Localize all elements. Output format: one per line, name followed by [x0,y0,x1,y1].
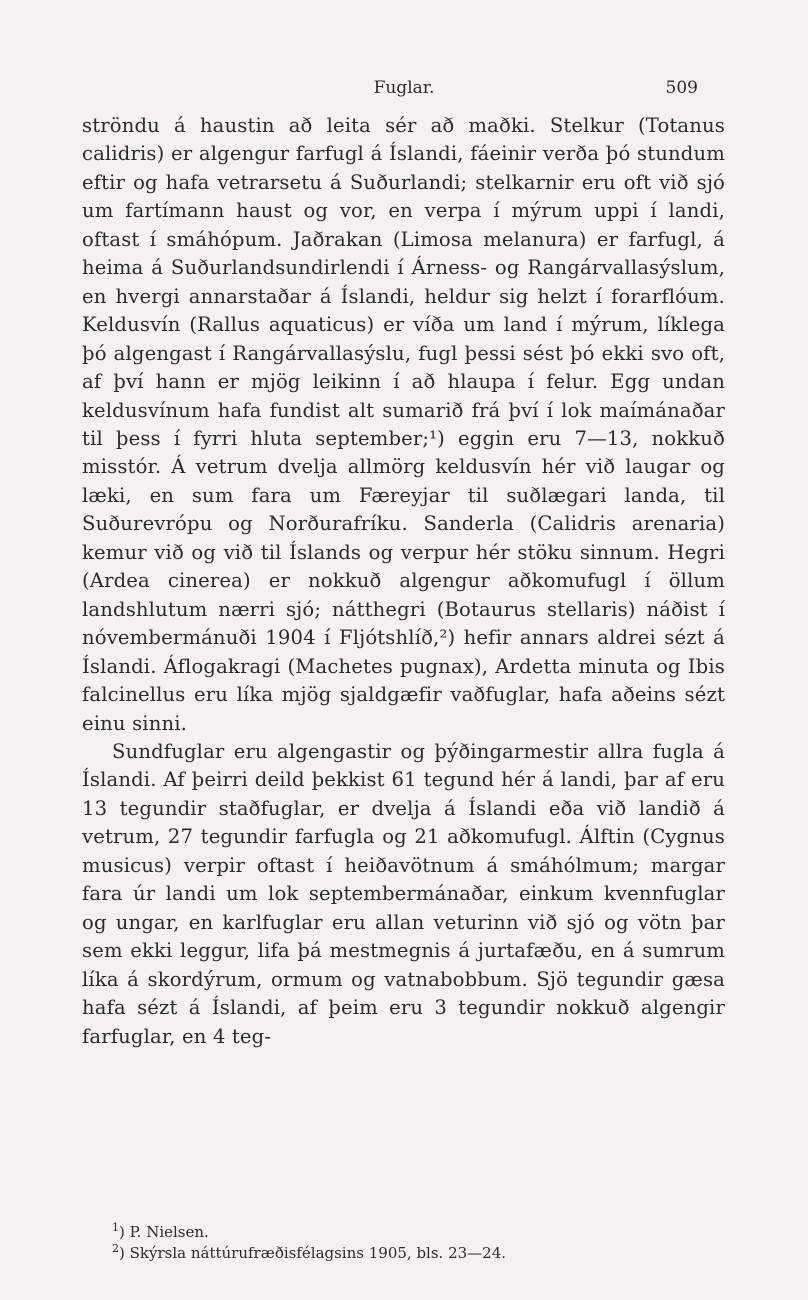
paragraph: Sundfuglar eru algengastir og þýðingarmestir allra fugla á Íslandi. Af þeirri deild þekkist 61 tegund hér á landi, þar af eru 13 tegundir staðfuglar, er dvelja á Íslandi eða við landið á vetrum, 27 tegundir farfugla og 21 aðkomufugl. Álftin (Cygnus musicus) verpir oftast í heiðavötnum á smáhólmum; margar fara úr landi um lok septembermánaðar, einkum kvennfuglar og ungar, en karlfuglar eru allan veturinn við sjó og vötn þar sem ekki leggur, lifa þá mestmegnis á jurtafæðu, en á sumrum líka á skordýrum, ormum og vatnabobbum. Sjö tegundir gæsa hafa sézt á Íslandi, af þeim eru 3 tegundir nokkuð algengir farfuglar, en 4 teg- [82,739,725,1048]
page-header [0,78,808,102]
footnote-mark: 2 [112,1242,119,1255]
footnote-mark: 1 [112,1221,119,1234]
body-text [82,112,725,1051]
footnote-text: Skýrsla náttúrufræðisfélagsins 1905, bls. 23—24. [129,1244,507,1262]
footnote-text: P. Nielsen. [129,1223,209,1241]
footnote: $^2$) Skýrsla náttúrufræðisfélagsins 1905, bls. 23—24. [112,1242,507,1262]
footnote: $^1$) P. Nielsen. [112,1221,209,1241]
page-number: 509 [665,78,698,98]
footnotes [112,1222,732,1264]
paragraph: ströndu á haustin að leita sér að maðki. Stelkur (Totanus calidris) er algengur farfugl á Íslandi, fáeinir verða þó stundum eftir og hafa vetrarsetu á Suðurlandi; stelkarnir eru oft við sjó um fartímann haust og vor, en verpa í mýrum uppi í landi, oftast í smáhópum. Jaðrakan (Limosa melanura) er farfugl, á heima á Suðurlandsundirlendi í Árness- og Rangárvallasýslum, en hvergi annarstaðar á Íslandi, heldur sig helzt í forarflóum. Keldusvín (Rallus aquaticus) er víða um land í mýrum, líklega þó algengast í Rangárvallasýslu, fugl þessi sést þó ekki svo oft, af því hann er mjög leikinn í að hlaupa í felur. Egg undan keldusvínum hafa fundist alt sumarið frá því í lok maímánaðar til þess í fyrri hluta september;¹) eggin eru 7—13, nokkuð misstór. Á vetrum dvelja allmörg keldusvín hér við laugar og læki, en sum fara um Færeyjar til suðlægari landa, til Suðurevrópu og Norðurafríku. Sanderla (Calidris arenaria) kemur við og við til Íslands og verpur hér stöku sinnum. Hegri (Ardea cinerea) er nokkuð algengur aðkomufugl í öllum landshlutum nærri sjó; nátthegri (Botaurus stellaris) náðist í nóvembermánuði 1904 í Fljótshlíð,²) hefir annars aldrei sézt á Íslandi. Áflogakragi (Machetes pugnax), Ardetta minuta og Ibis falcinellus eru líka mjög sjaldgæfir vaðfuglar, hafa aðeins sézt einu sinni. [82,114,725,735]
running-head: Fuglar. [373,78,435,98]
